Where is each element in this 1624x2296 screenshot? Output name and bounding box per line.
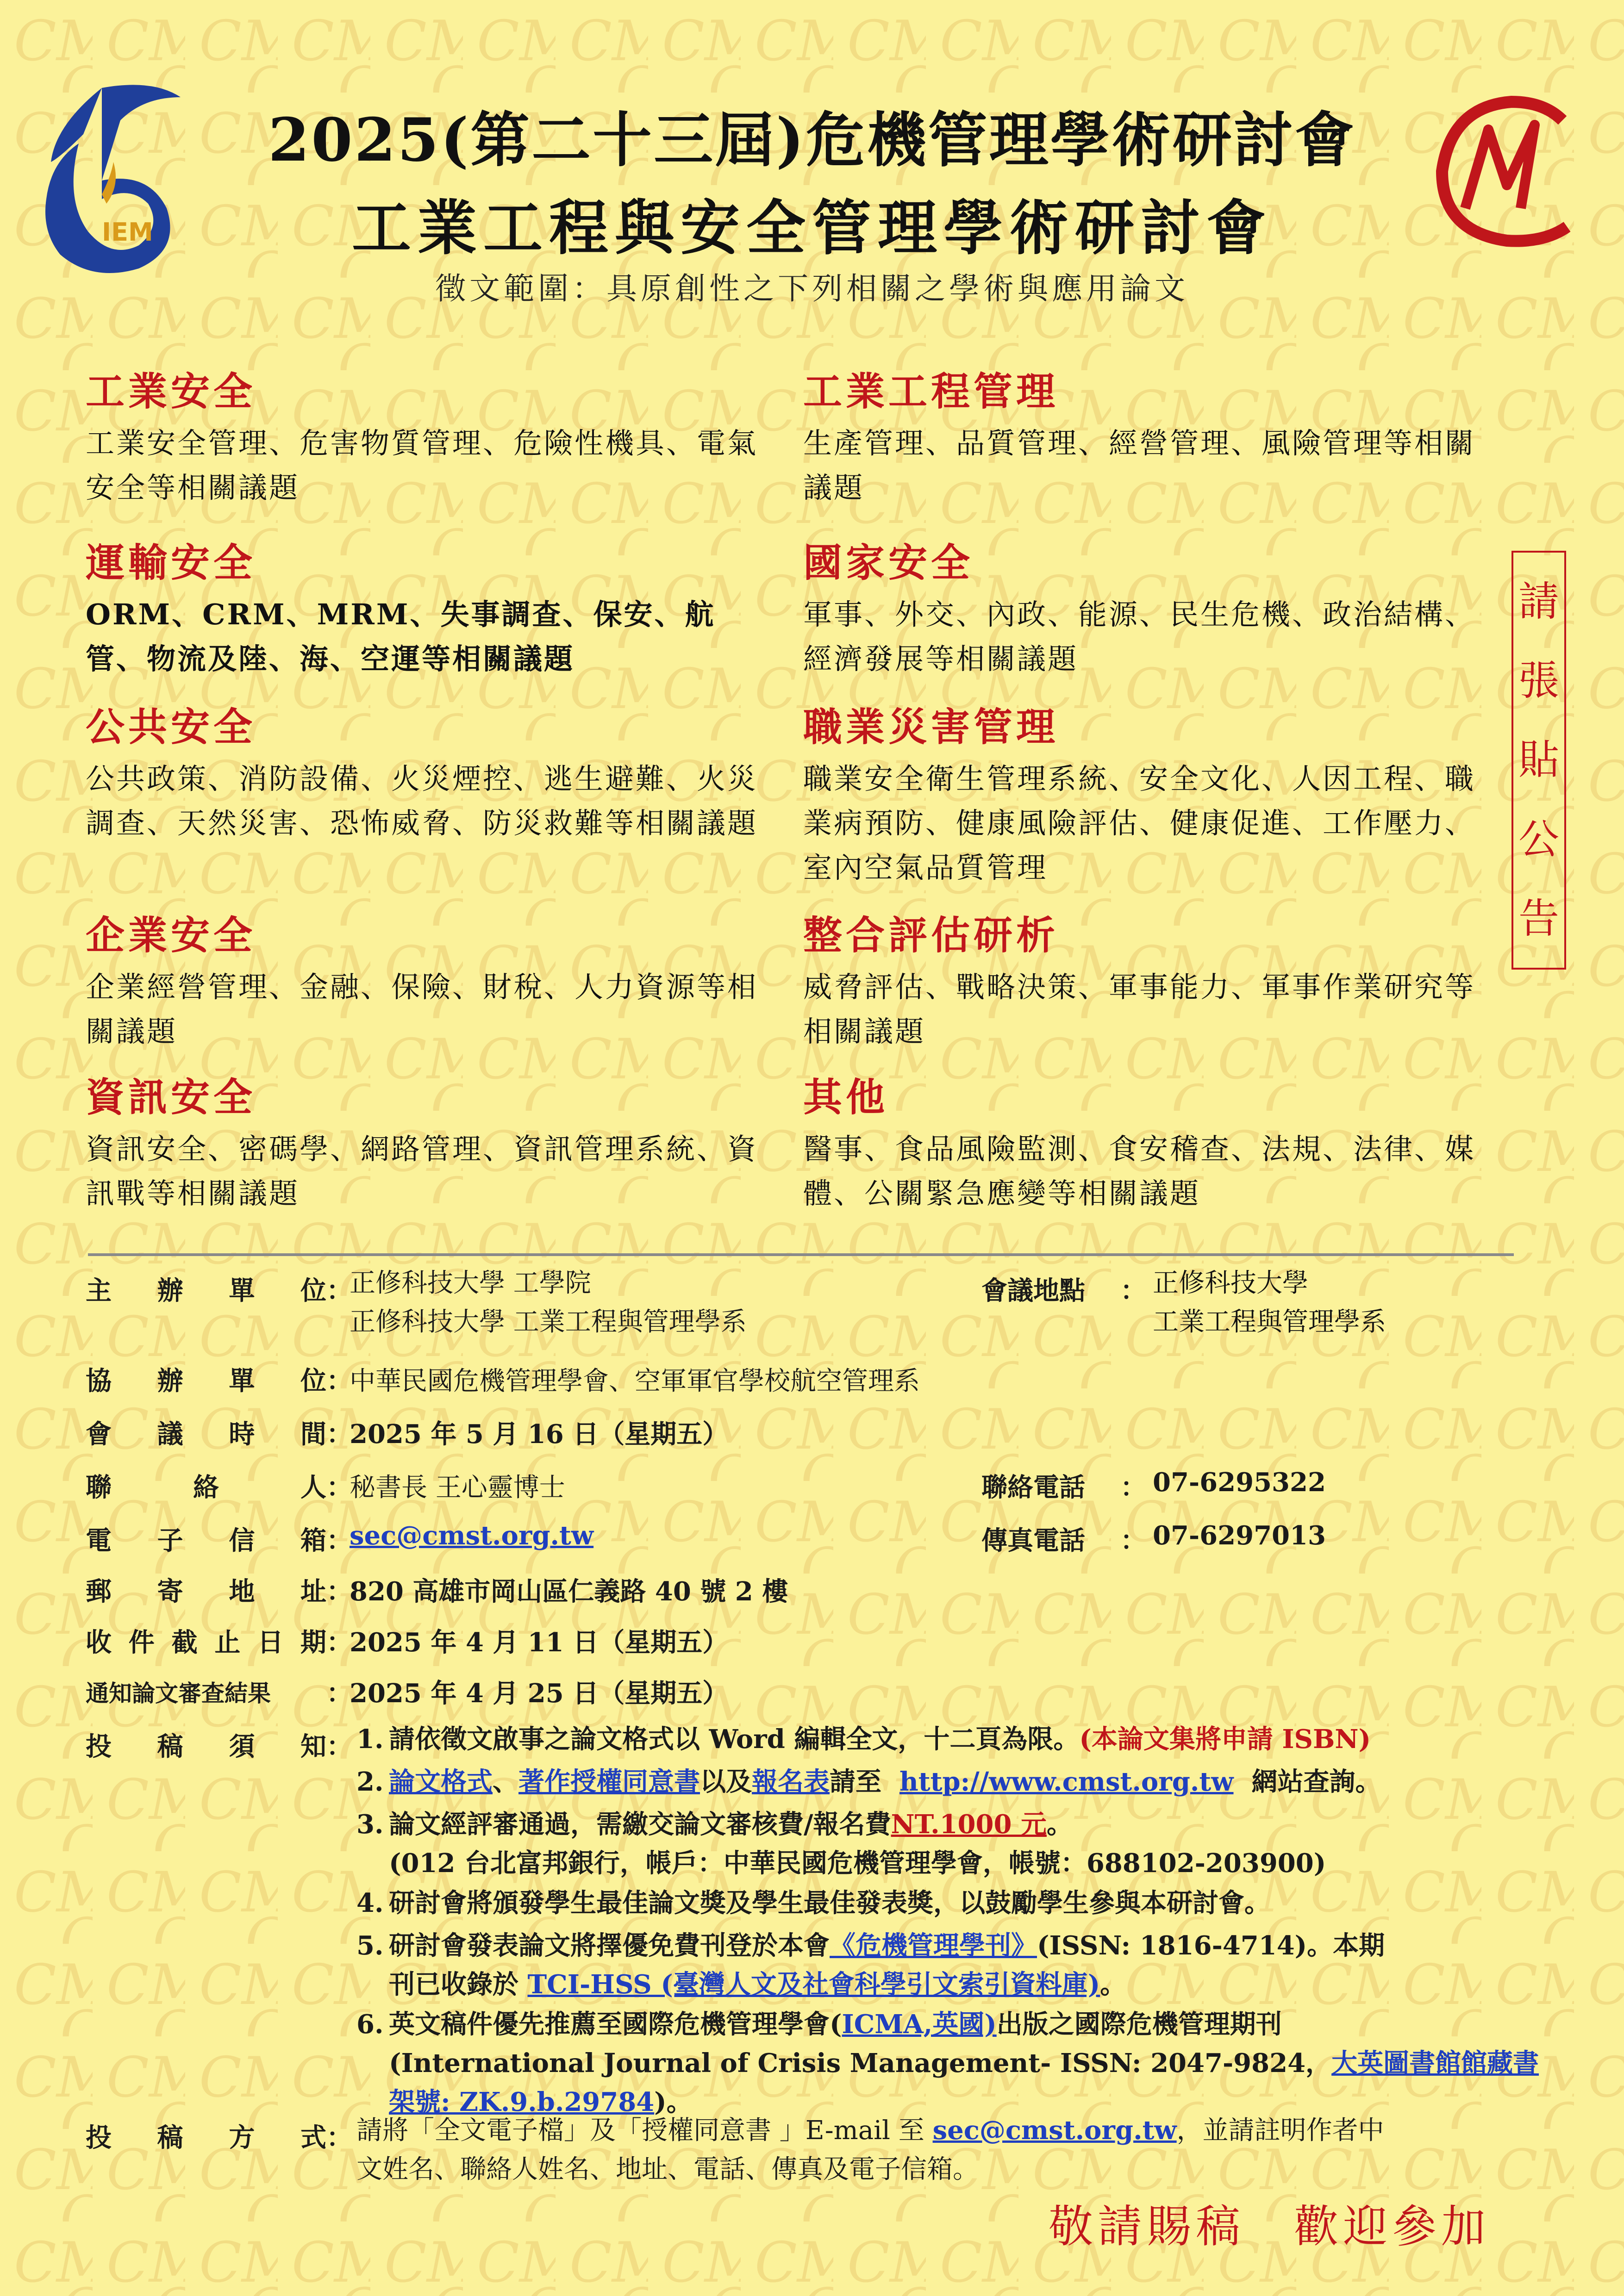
category-desc: 工業安全管理、危害物質管理、危險性機具、電氣安全等相關議題	[86, 426, 758, 505]
conference-date: 2025 年 5 月 16 日（星期五）	[350, 1419, 729, 1450]
journal-link[interactable]: 《危機管理學刊》	[830, 1930, 1037, 1961]
mailing-address: 820 高雄市岡山區仁義路 40 號 2 樓	[350, 1576, 788, 1607]
category-ie-management	[803, 370, 1479, 510]
email-link[interactable]: sec@cmst.org.tw	[350, 1520, 594, 1551]
notice-char: 告	[1518, 895, 1559, 943]
category-title: 公共安全	[86, 704, 256, 750]
category-info-security	[86, 1076, 762, 1216]
deadline-row: 收 件 截 止 日 期 ： 2025 年 4 月 11 日（星期五）	[86, 1622, 728, 1659]
category-desc: 威脅評估、戰略決策、軍事能力、軍事作業研究等相關議題	[803, 970, 1476, 1049]
category-title: 工業工程管理	[803, 368, 1059, 414]
venue-label: 會議地點	[981, 1276, 1085, 1306]
category-national-security	[803, 541, 1479, 681]
category-public-safety	[86, 706, 762, 846]
category-other	[803, 1076, 1479, 1216]
category-desc: 企業經營管理、金融、保險、財稅、人力資源等相關議題	[86, 970, 758, 1049]
divider	[88, 1253, 1514, 1256]
website-link[interactable]: http://www.cmst.org.tw	[899, 1767, 1234, 1797]
please-post-notice	[1512, 551, 1566, 970]
instruction-4: 4. 研討會將頒發學生最佳論文獎及學生最佳發表獎，以鼓勵學生參與本研討會。	[356, 1888, 1270, 1918]
svg-text:IEM: IEM	[102, 218, 153, 247]
instruction-1: 1. 請依徵文啟事之論文格式以 Word 編輯全文，十二頁為限。(本論文集將申請 ISBN)	[356, 1724, 1371, 1755]
instruction-3: 3. 論文經評審通過，需繳交論文審核費/報名費NT.1000 元。 (012 台北富邦銀行，帳戶：中華民國危機管理學會，帳號：688102-203900)	[356, 1809, 1326, 1879]
instruction-5: 5. 研討會發表論文將擇優免費刊登於本會《危機管理學刊》(ISSN: 1816-4714)。本期 刊已收錄於 TCI-HSS (臺灣人文及社會科學引文索引資料庫)。	[356, 1930, 1385, 2000]
conference-subtitle-title: 工業工程與安全管理學術研討會	[351, 193, 1272, 263]
submission-method-row: 投 稿 方 式 ：	[86, 2122, 352, 2153]
organizer-1: 正修科技大學 工學院	[350, 1268, 591, 1298]
contact-row: 聯 絡 人 ： 秘書長 王心靈博士	[86, 1467, 565, 1504]
organizer-label: 主 辦 單 位	[86, 1276, 326, 1306]
fax: 07-6297013	[1153, 1520, 1326, 1551]
notify-label: 通知論文審查結果	[86, 1680, 271, 1707]
registration-form-link[interactable]: 報名表	[752, 1767, 830, 1797]
co-organizer: 中華民國危機管理學會、空軍軍官學校航空管理系	[350, 1366, 920, 1396]
instruction-2: 2. 論文格式、著作授權同意書以及報名表請至 http://www.cmst.org.tw 網站查詢。	[356, 1767, 1381, 1797]
conference-title: 2025(第二十三屆)危機管理學術研討會	[268, 106, 1356, 175]
submission-deadline: 2025 年 4 月 11 日（星期五）	[350, 1627, 729, 1658]
submission-method: 請將「全文電子檔」及「授權同意書 」E-mail 至 sec@cmst.org.tw，並請註明作者中 文姓名、聯絡人姓名、地址、電話、傳真及電子信箱。	[356, 2115, 1384, 2184]
venue-1: 正修科技大學	[1153, 1268, 1308, 1298]
review-result-date: 2025 年 4 月 25 日（星期五）	[350, 1678, 729, 1709]
british-library-link[interactable]: 大英圖書館館藏書	[1331, 2048, 1539, 2078]
closing-message: 敬請賜稿 歡迎參加	[1049, 2201, 1490, 2252]
notice-char: 張	[1518, 657, 1559, 705]
category-title: 企業安全	[86, 912, 256, 958]
submission-notes-row: 投 稿 須 知 ：	[86, 1731, 352, 1762]
bank-account: (012 台北富邦銀行，帳戶：中華民國危機管理學會，帳號：688102-203900)	[389, 1848, 1326, 1879]
category-integrated-assessment	[803, 914, 1479, 1054]
category-transport-safety	[86, 541, 762, 681]
category-title: 工業安全	[86, 368, 256, 414]
category-title: 國家安全	[803, 540, 974, 585]
phone-label: 聯絡電話	[981, 1472, 1085, 1503]
phone: 07-6295322	[1153, 1467, 1326, 1498]
contact-person: 秘書長 王心靈博士	[350, 1473, 565, 1503]
co-organizer-row: 協 辦 單 位 ： 中華民國危機管理學會、空軍軍官學校航空管理系	[86, 1361, 920, 1398]
instruction-6: 6. 英文稿件優先推薦至國際危機管理學會(ICMA,英國)出版之國際危機管理期刊 (International Journal of Crisis Management- ISSN: 2047-9824，大英圖書館館藏書 架號: ZK.9.b.29784)。	[356, 2009, 1539, 2117]
icma-link[interactable]: ICMA,英國)	[842, 2009, 997, 2040]
category-title: 職業災害管理	[803, 704, 1059, 750]
notify-row: 通知論文審查結果 ： 2025 年 4 月 25 日（星期五）	[86, 1673, 728, 1710]
category-industrial-safety	[86, 370, 762, 510]
copyright-form-link[interactable]: 著作授權同意書	[518, 1767, 700, 1797]
fax-label: 傳真電話	[981, 1525, 1085, 1556]
category-title: 資訊安全	[86, 1074, 256, 1120]
category-title: 其他	[803, 1074, 889, 1120]
category-desc: 生產管理、品質管理、經營管理、風險管理等相關議題	[803, 426, 1476, 505]
email-row: 電 子 信 箱 ： sec@cmst.org.tw	[86, 1520, 594, 1556]
category-desc: 軍事、外交、內政、能源、民生危機、政治結構、經濟發展等相關議題	[803, 597, 1476, 676]
category-desc: 醫事、食品風險監測、食安稽查、法規、法律、媒體、公關緊急應變等相關議題	[803, 1132, 1476, 1211]
venue-2: 工業工程與管理學系	[1153, 1307, 1386, 1337]
submission-email-link[interactable]: sec@cmst.org.tw	[932, 2115, 1177, 2146]
call-for-papers-scope: 徵文範圍：具原創性之下列相關之學術與應用論文	[435, 271, 1189, 306]
address-row: 郵 寄 地 址 ： 820 高雄市岡山區仁義路 40 號 2 樓	[86, 1571, 788, 1608]
category-enterprise-safety	[86, 914, 762, 1054]
category-desc: ORM、CRM、MRM、失事調查、保安、航管、物流及陸、海、空運等相關議題	[86, 597, 716, 676]
category-desc: 職業安全衛生管理系統、安全文化、人因工程、職業病預防、健康風險評估、健康促進、工作壓力、室內空氣品質管理	[803, 762, 1476, 885]
category-desc: 公共政策、消防設備、火災煙控、逃生避難、火災調查、天然災害、恐怖威脅、防災救難等相關議題	[86, 762, 758, 840]
venue	[1153, 1264, 1386, 1342]
organizer-2: 正修科技大學 工業工程與管理學系	[350, 1307, 747, 1337]
organizer-row: 主 辦 單 位 ： 正修科技大學 工學院 正修科技大學 工業工程與管理學系	[86, 1268, 747, 1337]
notice-char: 公	[1518, 815, 1559, 863]
category-title: 運輸安全	[86, 540, 256, 585]
notice-char: 貼	[1518, 736, 1559, 784]
category-title: 整合評估研析	[803, 912, 1059, 958]
notice-char: 請	[1518, 577, 1559, 625]
category-desc: 資訊安全、密碼學、網路管理、資訊管理系統、資訊戰等相關議題	[86, 1132, 758, 1211]
paper-format-link[interactable]: 論文格式	[389, 1767, 493, 1797]
tci-hss-link[interactable]: TCI-HSS (臺灣人文及社會科學引文索引資料庫)	[527, 1969, 1100, 2000]
time-row: 會 議 時 間 ： 2025 年 5 月 16 日（星期五）	[86, 1414, 728, 1451]
category-occupational-hazard	[803, 706, 1479, 890]
